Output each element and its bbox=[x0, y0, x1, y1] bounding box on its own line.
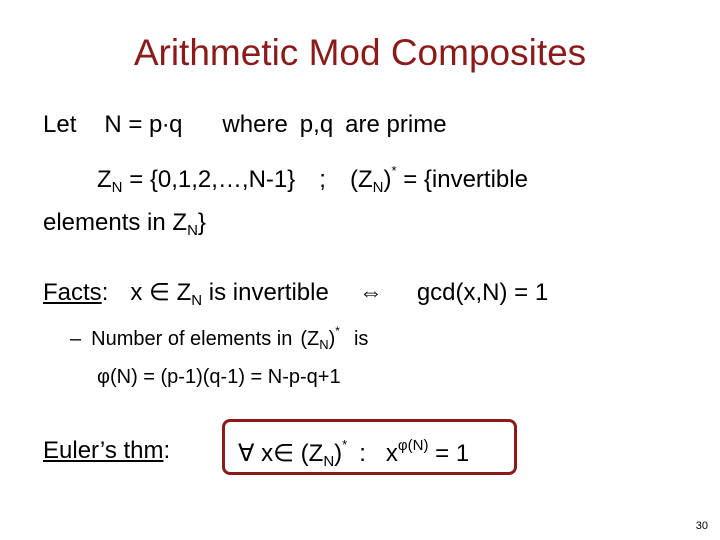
zn-star-open: (Z bbox=[300, 328, 320, 350]
facts-label: Facts bbox=[43, 279, 102, 306]
zn-star-close: ) bbox=[328, 328, 336, 350]
forall-x-in: ∀ x∈ bbox=[238, 440, 294, 467]
invertible-text: {invertible bbox=[423, 166, 528, 193]
star-superscript: * bbox=[391, 163, 397, 178]
zn-definition-line bbox=[97, 163, 528, 196]
equals-sign: = bbox=[403, 166, 418, 193]
bullet-text: Number of elements in bbox=[91, 328, 293, 350]
n-subscript: N bbox=[191, 292, 203, 309]
zn-star-close: ) bbox=[334, 440, 343, 467]
x-base: x bbox=[385, 440, 398, 467]
n-subscript: N bbox=[372, 179, 384, 196]
elements-text: elements in Z bbox=[43, 209, 188, 236]
phi-exponent: φ(N) bbox=[397, 437, 429, 454]
page-number: 30 bbox=[695, 520, 708, 532]
bullet-line bbox=[70, 324, 368, 352]
gcd-text: gcd(x,N) = 1 bbox=[416, 279, 549, 306]
euler-colon: : bbox=[163, 437, 171, 464]
zn-star-open: (Z bbox=[300, 440, 324, 467]
euler-colon-2: : bbox=[359, 440, 366, 467]
is-text: is bbox=[353, 328, 369, 350]
phi-formula: φ(N) = (p-1)(q-1) = N-p-q+1 bbox=[97, 366, 341, 388]
euler-formula bbox=[238, 437, 469, 470]
pq-text: p,q bbox=[299, 111, 334, 138]
let-text: Let bbox=[43, 111, 77, 138]
zn-set: = {0,1,2,…,N-1} bbox=[129, 166, 296, 193]
euler-label-line bbox=[43, 437, 170, 465]
elements-line bbox=[43, 209, 206, 239]
semicolon: ; bbox=[319, 166, 326, 193]
z-symbol: Z bbox=[97, 166, 112, 193]
x-in-zn: x ∈ Z bbox=[130, 279, 192, 306]
prime-text: are prime bbox=[345, 111, 447, 138]
iff-symbol: ⇔ bbox=[358, 279, 383, 306]
definition-line bbox=[43, 111, 447, 139]
facts-colon: : bbox=[101, 279, 109, 306]
is-invertible-text: is invertible bbox=[208, 279, 329, 306]
where-text: where bbox=[222, 111, 288, 138]
n-subscript: N bbox=[187, 222, 198, 239]
n-subscript: N bbox=[323, 453, 335, 470]
close-brace: } bbox=[197, 209, 206, 236]
facts-line bbox=[43, 278, 548, 309]
zn-star-open: (Z bbox=[349, 166, 373, 193]
equals-one: = 1 bbox=[435, 440, 470, 467]
euler-label: Euler’s thm bbox=[43, 437, 164, 464]
star-superscript: * bbox=[335, 324, 340, 338]
n-subscript: N bbox=[111, 179, 123, 196]
star-superscript: * bbox=[342, 437, 348, 452]
bullet-dash: – bbox=[70, 328, 82, 350]
slide-title: Arithmetic Mod Composites bbox=[133, 32, 587, 73]
n-definition: N = p∙q bbox=[104, 111, 183, 138]
n-subscript: N bbox=[319, 337, 329, 352]
zn-star-close: ) bbox=[383, 166, 392, 193]
